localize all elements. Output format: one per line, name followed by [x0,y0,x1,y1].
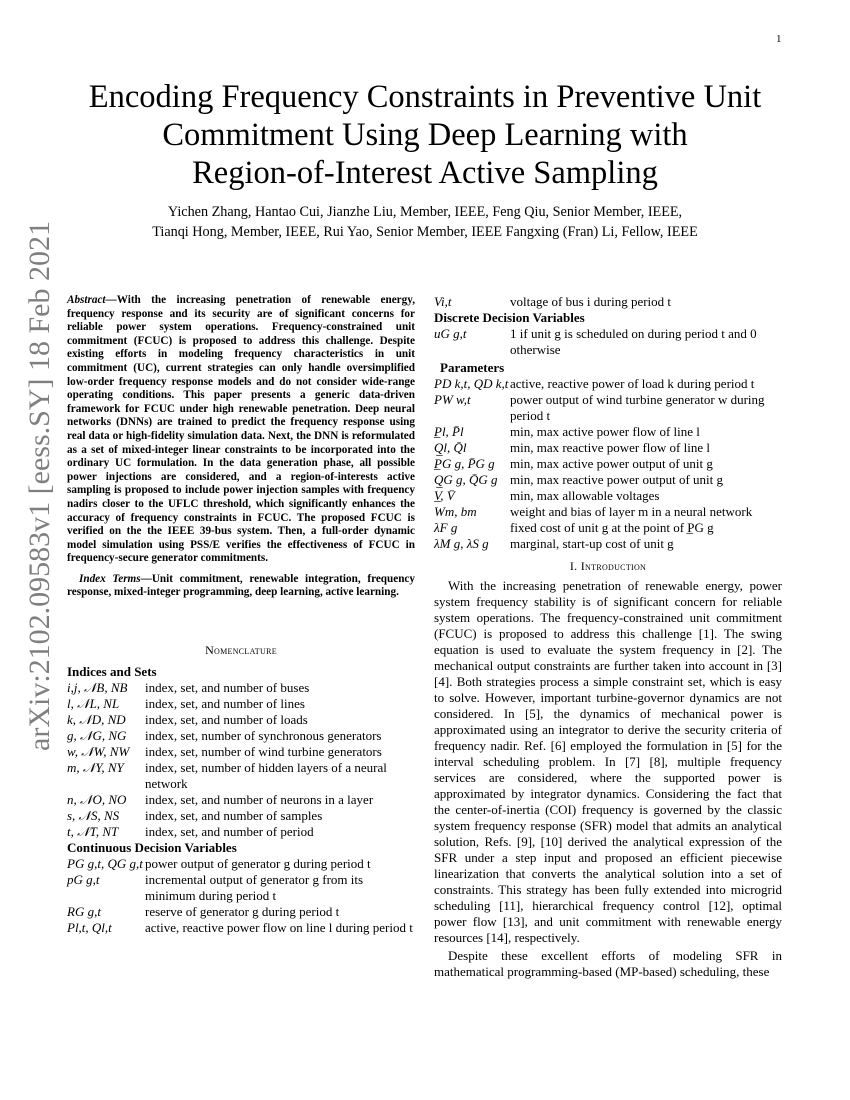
nomenclature-description: power output of generator g during period t [145,856,371,872]
nomenclature-row [434,392,782,424]
abstract-lead: Abstract [67,294,106,306]
nomenclature-row [67,808,415,824]
indices-heading: Indices and Sets [67,664,157,680]
nomenclature-symbol: λM g, λS g [434,536,489,551]
nomenclature-row [434,520,782,536]
nomenclature-symbol: l, 𝒩L, NL [67,696,120,712]
index-terms [67,573,415,600]
nomenclature-description: index, set, and number of buses [145,680,310,696]
nomenclature-description: active, reactive power flow on line l during period t [145,920,413,936]
nomenclature-row [434,326,782,358]
nomenclature-description: reserve of generator g during period t [145,904,340,920]
nomenclature-symbol: Vi,t [434,294,452,309]
parameters-heading: Parameters [440,360,505,375]
nomenclature-row [434,536,782,552]
nomenclature-row [434,472,782,488]
discrete-heading: Discrete Decision Variables [434,310,585,325]
continuous-list [67,856,415,936]
arxiv-stamp [9,221,71,751]
nomenclature-description: marginal, start-up cost of unit g [510,536,674,551]
continuous-list-continued [434,294,782,310]
nomenclature-symbol: s, 𝒩S, NS [67,808,120,824]
nomenclature-description: min, max active power output of unit g [510,456,713,471]
nomenclature-description: index, set, and number of period [145,824,314,840]
nomenclature-symbol: V̲, V̄ [434,488,455,503]
intro-paragraph: With the increasing penetration of renewable energy, power system frequency stability is of significant concern for reliable system operations. The frequency-constrained unit commitment (FCUC) is proposed to address this challenge [1]. The swing equation is used to evaluate the system frequency in [2]. The mechanical output constraints are further taken into account in [3] [4]. Both strategies process a simple constraint set, which is easy to solve. However, important turbine-governor dynamics are not considered. In [5], the dynamics of mechanical power is approximated using an integrator to derive the security criteria of frequency nadir. Ref. [6] employed the formulation in [5] for the interval scheduling problem. In [7] [8], multiple frequency services are considered, where the supported power is approximated by integrator dynamics. Considering the fact that the center-of-inertia (COI) frequency is governed by the classic system frequency response (SFR) model that admits an analytical solution, Refs. [9], [10] derived the analytical expression of the SFR under a step input and proposed an efficient piecewise linearization that converts the analytical solution into a set of constraints. This strategy has been fully extended into microgrid scheduling [11], hierarchical frequency control [12], optimal power flow [13], and unit commitment with renewable energy resources [14], respectively. [434,578,782,945]
index-terms-lead: Index Terms [79,572,141,585]
nomenclature-row [434,504,782,520]
nomenclature-row [67,696,415,712]
author-line: Yichen Zhang, Hantao Cui, Jianzhe Liu, Member, IEEE, Feng Qiu, Senior Member, IEEE, [167,204,683,220]
nomenclature-symbol: PG g,t, QG g,t [67,856,143,872]
nomenclature-heading: Nomenclature [205,643,277,658]
nomenclature-description: incremental output of generator g from its minimum during period t [145,872,364,904]
nomenclature-row [67,744,415,760]
nomenclature-row [434,488,782,504]
introduction-body [434,578,782,980]
title-line: Encoding Frequency Constraints in Preventive Unit [88,79,762,115]
title-line: Commitment Using Deep Learning with [162,117,688,153]
nomenclature-row [434,294,782,310]
title-line: Region-of-Interest Active Sampling [192,155,658,191]
nomenclature-row [67,856,415,872]
nomenclature-description: fixed cost of unit g at the point of P̲G g [510,520,714,535]
nomenclature-row [67,760,415,792]
nomenclature-symbol: PW w,t [434,392,471,407]
nomenclature-description: min, max reactive power flow of line l [510,440,710,455]
nomenclature-description: 1 if unit g is scheduled on during period t and 0 otherwise [510,326,757,357]
intro-paragraph: Despite these excellent efforts of modeling SFR in mathematical programming-based (MP-based) scheduling, these [434,948,782,979]
nomenclature-description: weight and bias of layer m in a neural network [510,504,753,519]
nomenclature-symbol: i,j, 𝒩B, NB [67,680,128,696]
nomenclature-symbol: g, 𝒩G, NG [67,728,127,744]
nomenclature-symbol: uG g,t [434,326,467,341]
nomenclature-row [67,824,415,840]
nomenclature-symbol: n, 𝒩O, NO [67,792,127,808]
nomenclature-row [434,424,782,440]
nomenclature-symbol: RG g,t [67,904,101,920]
indices-list [67,680,415,840]
nomenclature-description: index, set, number of wind turbine generators [145,744,382,760]
nomenclature-description: index, set, and number of lines [145,696,305,712]
paper-title [60,78,790,192]
nomenclature-symbol: pG g,t [67,872,100,888]
nomenclature-description: power output of wind turbine generator w during period t [510,392,765,423]
nomenclature-symbol: t, 𝒩T, NT [67,824,119,840]
nomenclature-description: voltage of bus i during period t [510,294,672,309]
nomenclature-symbol: Pl,t, Ql,t [67,920,112,936]
nomenclature-description: min, max allowable voltages [510,488,660,503]
nomenclature-row [434,456,782,472]
nomenclature-description: index, set, and number of loads [145,712,308,728]
continuous-heading: Continuous Decision Variables [67,840,237,856]
nomenclature-description: index, set, number of hidden layers of a neural network [145,760,387,792]
nomenclature-row [434,440,782,456]
nomenclature-symbol: k, 𝒩D, ND [67,712,126,728]
nomenclature-symbol: Q̲G g, Q̄G g [434,472,498,487]
arxiv-stamp-text: arXiv:2102.09583v1 [eess.SY] 18 Feb 2021 [23,221,57,751]
abstract-text: —With the increasing penetration of renewable energy, frequency response and its security are of significant concerns for reliable power system operations. Frequency-constrained unit commitment (FCUC) is proposed to address this challenge. Despite existing efforts in modeling frequency characteristics in unit commitment (UC), current strategies can only handle oversimplified low-order frequency response models and do not consider wide-range operating conditions. This paper presents a generic data-driven framework for FCUC under high renewable penetration. Deep neural networks (DNNs) are trained to predict the frequency response using real data or high-fidelity simulation data. Next, the DNN is reformulated as a set of mixed-integer linear constraints to be incorporated into the ordinary UC formulation. In the data generation phase, all possible power injections are considered, and a region-of-interests active sampling is proposed to include power injection samples with frequency nadirs closer to the UFLC threshold, which significantly enhances the accuracy of frequency constraints in FCUC. The proposed FCUC is verified on the the IEEE 39-bus system. Then, a full-order dynamic model simulation using PSS/E verifies the effectiveness of FCUC in frequency-secure generator commitments. [67,294,415,565]
nomenclature-symbol: Wm, bm [434,504,477,519]
introduction-heading: I. Introduction [569,559,647,573]
nomenclature-symbol: Q̲l, Q̄l [434,440,467,455]
right-column [434,294,782,980]
nomenclature-row [67,792,415,808]
nomenclature-symbol: λF g [434,520,458,535]
nomenclature-description: active, reactive power of load k during period t [510,376,755,391]
page-number: 1 [776,33,782,45]
nomenclature-symbol: PD k,t, QD k,t [434,376,509,391]
left-column [67,294,415,936]
discrete-list [434,326,782,358]
nomenclature-symbol: w, 𝒩W, NW [67,744,130,760]
nomenclature-row [434,376,782,392]
nomenclature-description: index, set, and number of samples [145,808,323,824]
nomenclature-description: index, set, and number of neurons in a layer [145,792,374,808]
nomenclature-row [67,712,415,728]
nomenclature-row [67,728,415,744]
nomenclature-description: index, set, number of synchronous generators [145,728,382,744]
nomenclature-symbol: m, 𝒩Y, NY [67,760,124,776]
abstract [67,294,415,566]
nomenclature-description: min, max active power flow of line l [510,424,700,439]
nomenclature-row [67,680,415,696]
author-list [60,202,790,242]
nomenclature-row [67,920,415,936]
parameters-list [434,376,782,552]
author-line: Tianqi Hong, Member, IEEE, Rui Yao, Senior Member, IEEE Fangxing (Fran) Li, Fellow, IEEE [152,224,698,240]
nomenclature-symbol: P̲G g, P̄G g [434,456,495,471]
index-terms-text: —Unit commitment, renewable integration, frequency response, mixed-integer programming, deep learning, active learning. [67,572,415,599]
nomenclature-row [67,872,415,904]
nomenclature-symbol: P̲l, P̄l [434,424,464,439]
nomenclature-description: min, max reactive power output of unit g [510,472,724,487]
nomenclature-row [67,904,415,920]
